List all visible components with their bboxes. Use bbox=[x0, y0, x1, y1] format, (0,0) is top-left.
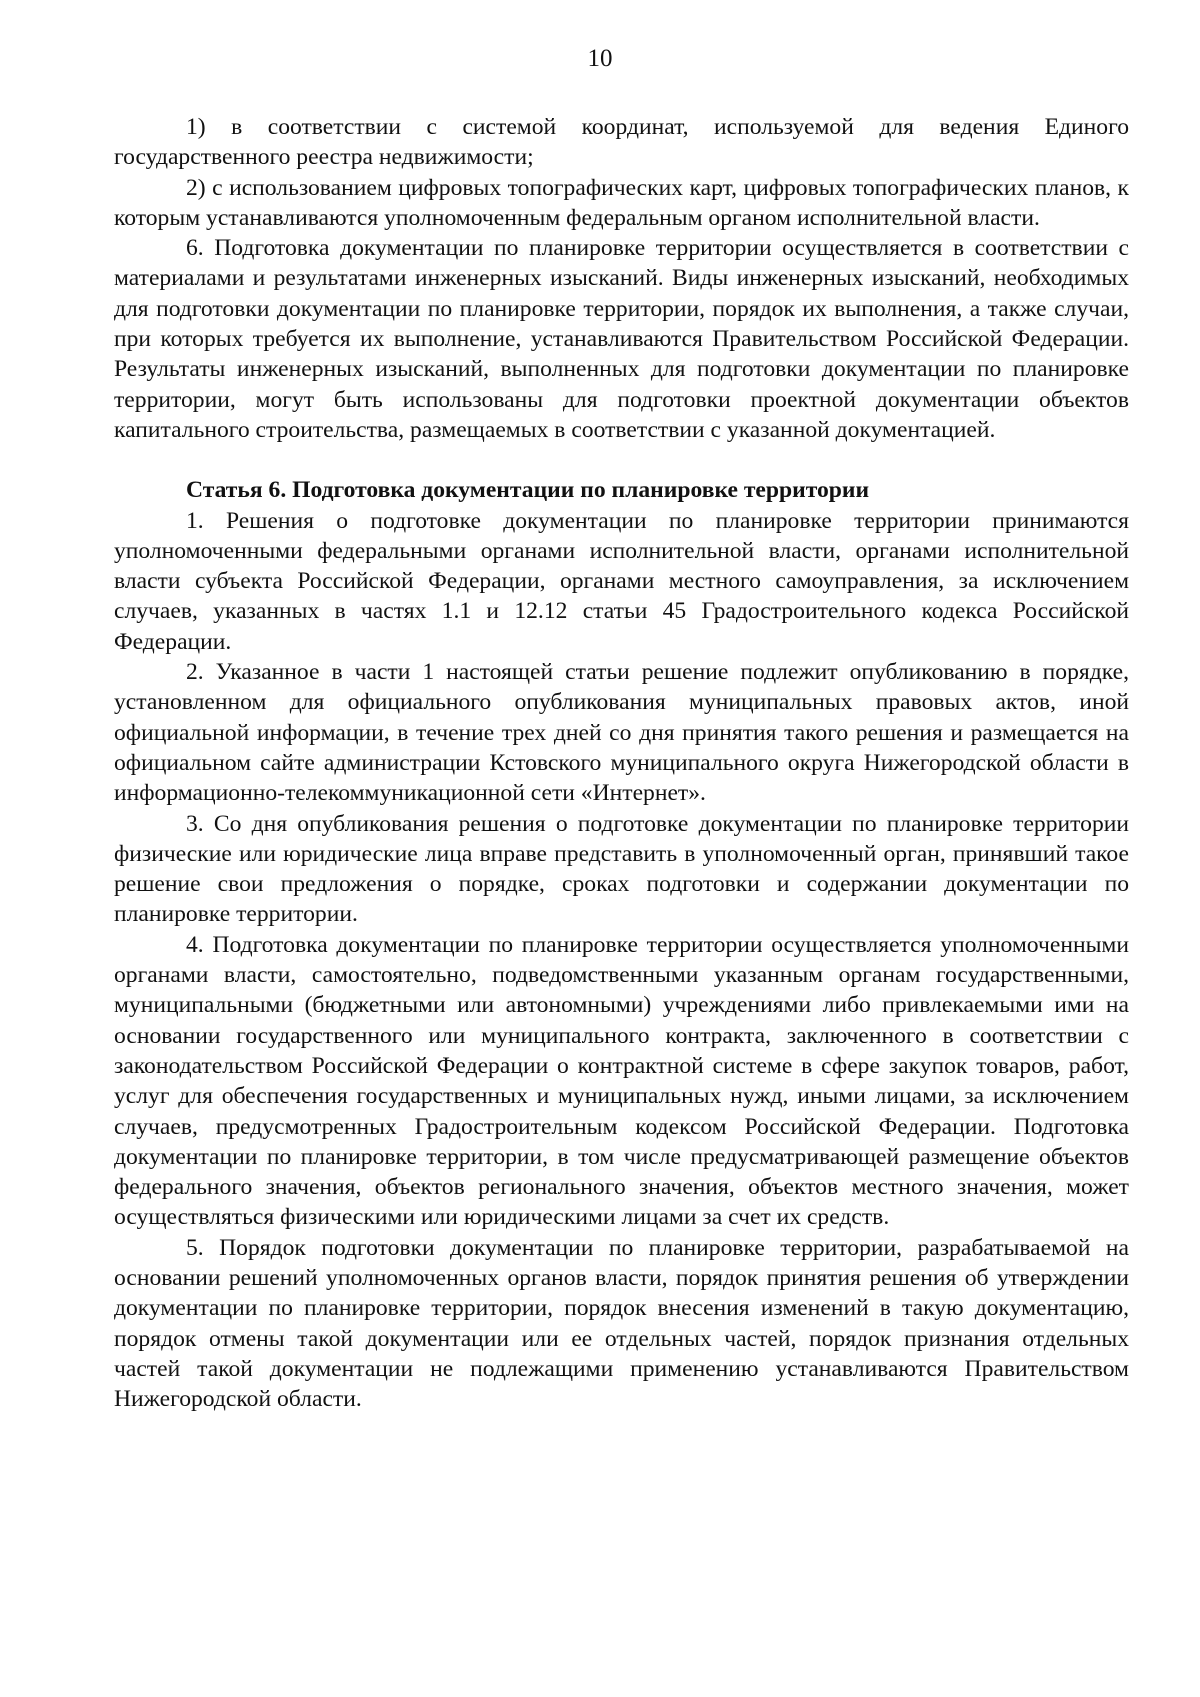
paragraph-item-2: 2) с использованием цифровых топографических карт, цифровых топографических планов, к которым устанавливаются уполномоченным федеральным органом исполнительной власти. bbox=[114, 174, 1129, 231]
article-paragraph-2: 2. Указанное в части 1 настоящей статьи решение подлежит опубликованию в порядке, установленном для официального опубликования муниципальных правовых актов, иной официальной информации, в течение трех дней со дня принятия такого решения и размещается на официальном сайте администрации Кстовского муниципального округа Нижегородской области в информационно-телекоммуникационной сети «Интернет». bbox=[114, 659, 1129, 807]
article-heading: Статья 6. Подготовка документации по планировке территории bbox=[186, 477, 870, 504]
article-paragraph-3: 3. Со дня опубликования решения о подготовке документации по планировке территории физические или юридические лица вправе представить в уполномоченный орган, принявший такое решение свои предложения о порядке, сроках подготовки и содержании документации по планировке территории. bbox=[114, 810, 1129, 928]
article-paragraph-5: 5. Порядок подготовки документации по планировке территории, разрабатываемой на основании решений уполномоченных органов власти, порядок принятия решения об утверждении документации по планировке территории, порядок внесения изменений в такую документацию, порядок отмены такой документации или ее отдельных частей, порядок признания отдельных частей такой документации не подлежащими применению устанавливаются Правительством Нижегородской области. bbox=[114, 1234, 1129, 1413]
document-body bbox=[114, 112, 1129, 1414]
article-paragraph-4: 4. Подготовка документации по планировке территории осуществляется уполномоченными органами власти, самостоятельно, подведомственными указанным органам государственными, муниципальными (бюджетными или автономными) учреждениями либо привлекаемыми ими на основании государственного или муниципального контракта, заключенного в соответствии с законодательством Российской Федерации о контрактной системе в сфере закупок товаров, работ, услуг для обеспечения государственных и муниципальных нужд, иными лицами, за исключением случаев, предусмотренных Градостроительным кодексом Российской Федерации. Подготовка документации по планировке территории, в том числе предусматривающей размещение объектов федерального значения, объектов регионального значения, объектов местного значения, может осуществляться физическими или юридическими лицами за счет их средств. bbox=[114, 931, 1129, 1231]
article-paragraph-1: 1. Решения о подготовке документации по планировке территории принимаются уполномоченными федеральными органами исполнительной власти, органами исполнительной власти субъекта Российской Федерации, органами местного самоуправления, за исключением случаев, указанных в частях 1.1 и 12.12 статьи 45 Градостроительного кодекса Российской Федерации. bbox=[114, 507, 1129, 655]
paragraph-item-1: 1) в соответствии с системой координат, используемой для ведения Единого государственного реестра недвижимости; bbox=[114, 114, 1129, 171]
page-number: 10 bbox=[587, 45, 613, 72]
paragraph-6: 6. Подготовка документации по планировке территории осуществляется в соответствии с материалами и результатами инженерных изысканий. Виды инженерных изысканий, необходимых для подготовки документации по планировке территории, порядок их выполнения, а также случаи, при которых требуется их выполнение, устанавливаются Правительством Российской Федерации. Результаты инженерных изысканий, выполненных для подготовки документации по планировке территории, могут быть использованы для подготовки проектной документации объектов капитального строительства, размещаемых в соответствии с указанной документацией. bbox=[114, 235, 1129, 443]
